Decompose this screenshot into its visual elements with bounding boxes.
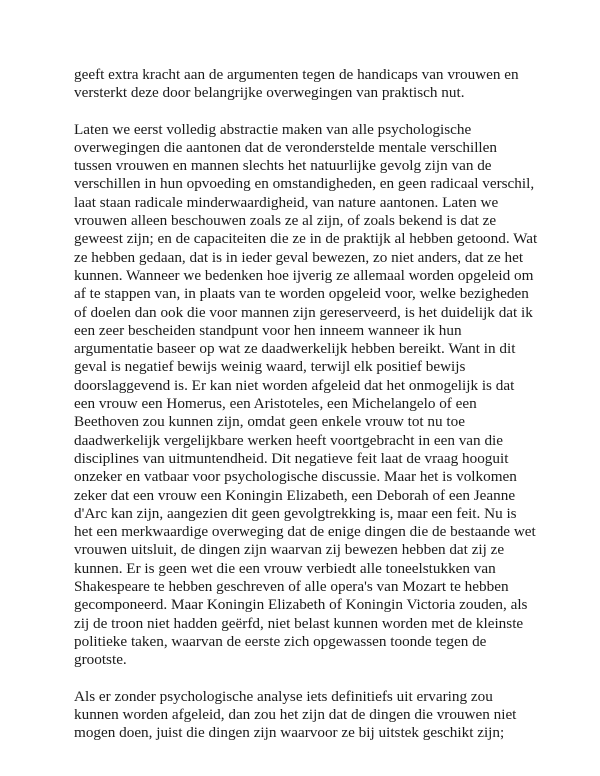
text-line: mogen doen, juist die dingen zijn waarvoor ze bij uitstek geschikt zijn; (74, 724, 505, 742)
text-line: vrouwen uitsluit, de dingen zijn waarvan zij bewezen hebben dat zij ze (74, 541, 505, 559)
text-line: daadwerkelijk vergelijkbare werken heeft voortgebracht in een van die (74, 431, 503, 449)
text-line: argumentatie baseer op wat ze daadwerkelijk hebben bereikt. Want in dit (74, 340, 516, 358)
text-line: kunnen worden afgeleid, dan zou het zijn dat de dingen die vrouwen niet (74, 705, 517, 723)
paragraph-3 (74, 688, 544, 743)
text-line: disciplines van uitmuntendheid. Dit negatieve feit laat de vraag hooguit (74, 449, 509, 467)
text-line: zeker dat een vrouw een Koningin Elizabeth, een Deborah of een Jeanne (74, 486, 516, 504)
text-line: Als er zonder psychologische analyse iets definitiefs uit ervaring zou (74, 687, 493, 705)
text-line: ze hebben gedaan, dat is in ieder geval bewezen, zo niet anders, dat ze het (74, 248, 524, 266)
text-line: laat staan radicale minderwaardigheid, van nature aantonen. Laten we (74, 193, 499, 211)
text-line: doorslaggevend is. Er kan niet worden afgeleid dat het onmogelijk is dat (74, 376, 515, 394)
text-line: of doelen dan ook die voor mannen zijn gereserveerd, is het duidelijk dat ik (74, 303, 533, 321)
text-line: verschillen in hun opvoeding en omstandigheden, en geen radicaal verschil, (74, 175, 535, 193)
text-line: Laten we eerst volledig abstractie maken van alle psychologische (74, 120, 472, 138)
text-line: onzeker en vatbaar voor psychologische discussie. Maar het is volkomen (74, 468, 517, 486)
text-line: d'Arc kan zijn, aangezien dit geen gevolgtrekking is, maar een feit. Nu is (74, 504, 517, 522)
paragraph-2 (74, 121, 544, 670)
text-line: vrouwen alleen beschouwen zoals ze al zijn, of zoals bekend is dat ze (74, 212, 497, 230)
text-line: geval is negatief bewijs weinig waard, terwijl elk positief bewijs (74, 358, 466, 376)
text-line: geweest zijn; en de capaciteiten die ze in de praktijk al hebben getoond. Wat (74, 230, 538, 248)
text-line: kunnen. Er is geen wet die een vrouw verbiedt alle toneelstukken van (74, 559, 496, 577)
text-line: zij de troon niet hadden geërfd, niet belast kunnen worden met de kleinste (74, 614, 524, 632)
text-line: een vrouw een Homerus, een Aristoteles, een Michelangelo of een (74, 395, 477, 413)
document-page (74, 66, 544, 760)
text-line: Shakespeare te hebben geschreven of alle opera's van Mozart te hebben (74, 578, 509, 596)
text-line: af te stappen van, in plaats van te worden opgeleid voor, welke bezigheden (74, 285, 529, 303)
text-line: een zeer bescheiden standpunt voor hen inneem wanneer ik hun (74, 321, 462, 339)
text-line: versterkt deze door belangrijke overwegingen van praktisch nut. (74, 84, 465, 102)
text-line: gecomponeerd. Maar Koningin Elizabeth of Koningin Victoria zouden, als (74, 596, 528, 614)
text-line: tussen vrouwen en mannen slechts het natuurlijke gevolg zijn van de (74, 157, 492, 175)
text-line: het een merkwaardige overweging dat de enige dingen die de bestaande wet (74, 523, 536, 541)
text-line: overwegingen die aantonen dat de veronderstelde mentale verschillen (74, 138, 497, 156)
text-line: grootste. (74, 651, 127, 669)
text-line: Beethoven zou kunnen zijn, omdat geen enkele vrouw tot nu toe (74, 413, 465, 431)
paragraph-1 (74, 66, 544, 103)
text-line: geeft extra kracht aan de argumenten tegen de handicaps van vrouwen en (74, 66, 519, 83)
text-line: kunnen. Wanneer we bedenken hoe ijverig ze allemaal worden opgeleid om (74, 266, 534, 284)
text-line: politieke taken, waarvan de eerste zich opgewassen toonde tegen de (74, 632, 487, 650)
